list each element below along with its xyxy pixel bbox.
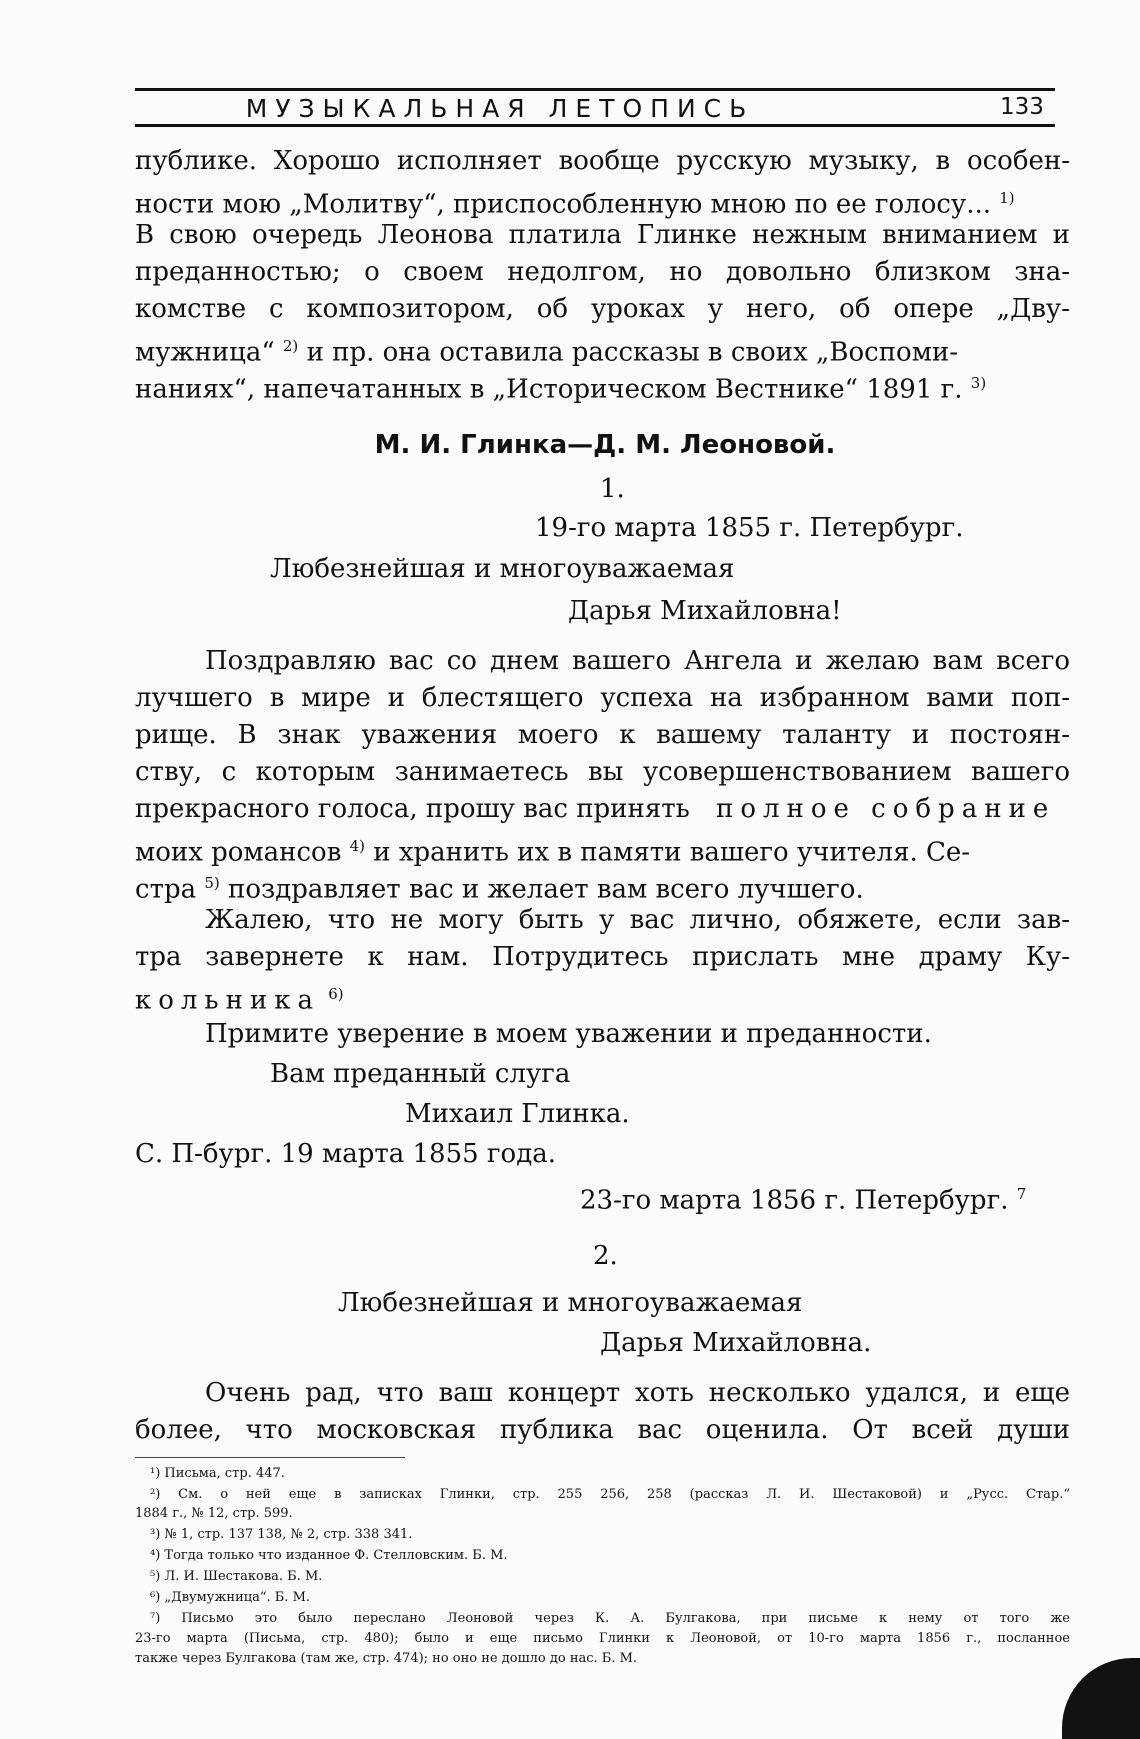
- letter1-line-10: [135, 978, 1070, 1018]
- letter1-line-6b: и хранить их в памяти вашего учителя. Се-: [373, 837, 971, 868]
- letter1-line-7b: поздравляет вас и желает вам всего лучшего.: [228, 874, 864, 905]
- letter2-salutation-2: Дарья Михайловна.: [600, 1328, 872, 1358]
- letter1-closing: Вам преданный слуга: [270, 1059, 571, 1089]
- header-rule-top: [135, 88, 1055, 91]
- letter2-salutation-1: Любезнейшая и многоуважаемая: [338, 1288, 803, 1318]
- intro-line-6b: и пр. она оставила рассказы в своих „Воспоми-: [306, 337, 959, 368]
- intro-line-6: [135, 330, 1070, 370]
- letter1-line-8: Жалею, что не могу быть у вас лично, обяжете, если зав-: [205, 905, 1070, 935]
- footnote-7-cont2: также через Булгакова (там же, стр. 474); но оно не дошло до нас. Б. М.: [135, 1651, 638, 1666]
- note-ref: 3): [970, 374, 987, 392]
- letter1-line-9: тра завернете к нам. Потрудитесь прислать мне драму Ку-: [135, 942, 1070, 972]
- ink-blot: [1062, 1658, 1140, 1739]
- letter2-line-2: более, что московская публика вас оценила. От всей души: [135, 1415, 1070, 1445]
- footnote-4: ⁴) Тогда только что изданное Ф. Стелловским. Б. М.: [150, 1548, 508, 1563]
- footnote-3: ³) № 1, стр. 137 138, № 2, стр. 338 341.: [150, 1527, 413, 1542]
- letter1-line-7: [135, 867, 1070, 907]
- letter1-line-11: Примите уверение в моем уважении и преданности.: [205, 1019, 932, 1049]
- letter1-line-1: Поздравляю вас со днем вашего Ангела и желаю вам всего: [205, 646, 1070, 676]
- footnote-1: ¹) Письма, стр. 447.: [150, 1466, 285, 1481]
- intro-line-1: публике. Хорошо исполняет вообще русскую музыку, в особен-: [135, 146, 1070, 176]
- letter1-place-date: С. П-бург. 19 марта 1855 года.: [135, 1139, 556, 1169]
- letter1-signature: Михаил Глинка.: [405, 1099, 630, 1129]
- intro-line-6a: мужница“: [135, 337, 275, 368]
- intro-line-7: [135, 367, 1070, 407]
- letter1-number: 1.: [600, 474, 625, 504]
- running-head: МУЗЫКАЛЬНАЯ ЛЕТОПИСЬ: [245, 94, 755, 123]
- note-ref: 4): [349, 837, 366, 855]
- letter1-line-6a: моих романсов: [135, 837, 342, 868]
- footnote-6: ⁶) „Двумужница“. Б. М.: [150, 1590, 311, 1605]
- letter1-line-10a: кольника: [135, 985, 320, 1016]
- footnote-2: ²) См. о ней еще в записках Глинки, стр. 255 256, 258 (рассказ Л. И. Шестаковой) и „Русс. Стар.“: [150, 1487, 1070, 1502]
- note-ref: 7: [1016, 1185, 1027, 1203]
- intro-line-7-text: наниях“, напечатанных в „Историческом Вестнике“ 1891 г.: [135, 374, 963, 405]
- header-rule-bottom: [135, 124, 1055, 127]
- letter1-salutation-1: Любезнейшая и многоуважаемая: [270, 554, 735, 584]
- note-ref: 2): [282, 337, 299, 355]
- letter2-date: [580, 1178, 1070, 1218]
- letter1-date: 19-го марта 1855 г. Петербург.: [535, 513, 964, 543]
- intro-line-5: комстве с композитором, об уроках у него, об опере „Дву-: [135, 294, 1070, 324]
- letter2-line-1: Очень рад, что ваш концерт хоть несколько удался, и еще: [205, 1378, 1070, 1408]
- intro-line-3: В свою очередь Леонова платила Глинке нежным вниманием и: [135, 220, 1070, 250]
- page-number: 133: [1000, 94, 1044, 120]
- letter1-line-5b: полное собрание: [716, 794, 1056, 824]
- letter1-line-2: лучшего в мире и блестящего успеха на избранном вами поп-: [135, 683, 1070, 713]
- footnote-5: ⁵) Л. И. Шестакова. Б. М.: [150, 1569, 323, 1584]
- note-ref: 5): [204, 874, 220, 892]
- footnote-7-cont: 23-го марта (Письма, стр. 480); было и еще письмо Глинки к Леоновой, от 10-го марта 1856 г., посланное: [135, 1631, 1070, 1646]
- letter1-line-5a: прекрасного голоса, прошу вас принять: [135, 794, 690, 824]
- intro-line-2: [135, 182, 1070, 222]
- letter1-salutation-2: Дарья Михайловна!: [568, 596, 842, 626]
- letter1-line-4: ству, с которым занимаетесь вы усовершенствованием вашего: [135, 757, 1070, 787]
- note-ref: 6): [328, 985, 344, 1003]
- letter1-line-7a: стра: [135, 874, 197, 905]
- section-heading: М. И. Глинка—Д. М. Леоновой.: [374, 430, 836, 460]
- footnote-2-cont: 1884 г., № 12, стр. 599.: [135, 1506, 293, 1521]
- note-ref: 1): [999, 189, 1015, 207]
- footnote-rule: [135, 1457, 405, 1458]
- letter1-line-6: [135, 830, 1070, 870]
- letter2-number: 2.: [593, 1241, 618, 1271]
- intro-line-2-text: ности мою „Молитву“, приспособленную мною по ее голосу...: [135, 189, 991, 220]
- footnote-7: ⁷) Письмо это было переслано Леоновой через К. А. Булгакова, при письме к нему от того же: [150, 1611, 1070, 1626]
- letter1-line-3: рище. В знак уважения моего к вашему таланту и постоян-: [135, 720, 1070, 750]
- letter1-line-5: [135, 793, 1070, 826]
- letter2-date-text: 23-го марта 1856 г. Петербург.: [580, 1185, 1009, 1216]
- intro-line-4: преданностью; о своем недолгом, но довольно близком зна-: [135, 257, 1070, 287]
